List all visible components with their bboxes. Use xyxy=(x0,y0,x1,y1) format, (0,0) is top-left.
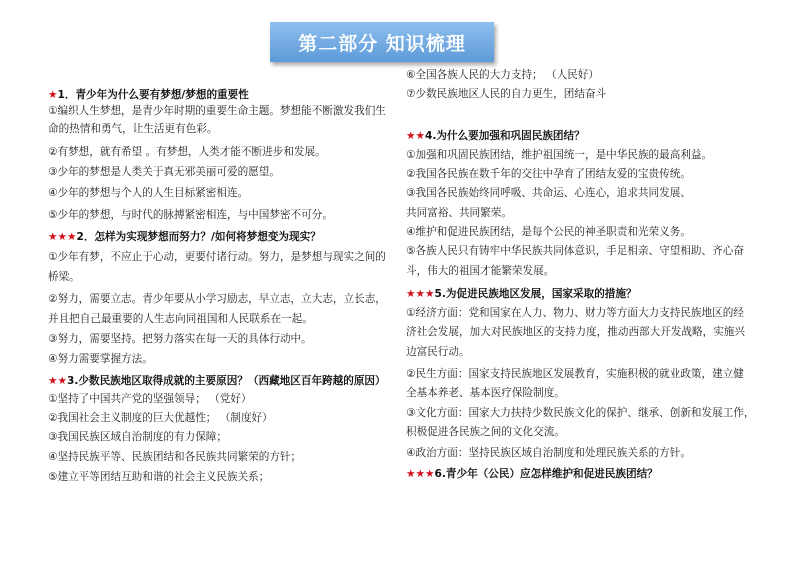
line-text: ①少年有梦，不应止于心动，更要付诸行动。努力，是梦想与现实之间的 xyxy=(48,251,386,263)
question-heading xyxy=(406,287,637,301)
importance-stars: ★★ xyxy=(48,375,67,387)
line-text: ⑦少数民族地区人民的自力更生，团结奋斗 xyxy=(406,88,607,100)
line-text: ①编织人生梦想，是青少年时期的重要生命主题。梦想能不断激发我们生 xyxy=(48,105,386,117)
text-line xyxy=(406,425,565,439)
line-text: ④维护和促进民族团结，是每个公民的神圣职责和光荣义务。 xyxy=(406,226,691,238)
line-text: ②我国社会主义制度的巨大优越性； （制度好） xyxy=(48,412,273,424)
question-heading xyxy=(406,129,585,143)
section-title-banner xyxy=(270,22,494,62)
text-line xyxy=(48,104,386,118)
line-text: ②我国各民族在数千年的交往中孕育了团结友爱的宝贵传统。 xyxy=(406,168,691,180)
text-line xyxy=(48,450,301,464)
text-line xyxy=(406,68,599,82)
text-line xyxy=(406,386,565,400)
line-text: ③少年的梦想是人类关于真无邪美丽可爱的愿望。 xyxy=(48,166,280,178)
text-line xyxy=(406,306,744,320)
line-text: 斗，伟大的祖国才能繁荣发展。 xyxy=(406,265,555,277)
line-text: ③我国各民族始终同呼吸、共命运、心连心，追求共同发展、 xyxy=(406,187,691,199)
line-text: ⑥全国各族人民的大力支持； （人民好） xyxy=(406,69,599,81)
importance-stars: ★★★ xyxy=(406,288,435,300)
text-line xyxy=(48,411,273,425)
text-line xyxy=(406,367,744,381)
text-line xyxy=(48,270,80,284)
text-line xyxy=(48,312,313,326)
question-text: 5.为促进民族地区发展，国家采取的措施？ xyxy=(434,288,637,300)
line-text: ④坚持民族平等、民族团结和各民族共同繁荣的方针； xyxy=(48,451,302,463)
text-line xyxy=(48,145,326,159)
text-line xyxy=(406,264,554,278)
question-text: 1．青少年为什么要有梦想/梦想的重要性 xyxy=(57,89,249,101)
text-line xyxy=(48,430,227,444)
line-text: ④努力需要掌握方法。 xyxy=(48,353,153,365)
text-line xyxy=(406,225,691,239)
question-text: 3.少数民族地区取得成就的主要原因？（西藏地区百年跨越的原因） xyxy=(67,375,386,387)
line-text: 命的热情和勇气，让生活更有色彩。 xyxy=(48,123,218,135)
text-line xyxy=(48,250,386,264)
text-line xyxy=(48,332,312,346)
line-text: 并且把自己最重要的人生志向同祖国和人民联系在一起。 xyxy=(48,313,313,325)
line-text: ③我国民族区域自治制度的有力保障； xyxy=(48,431,227,443)
line-text: 全基本养老、基本医疗保险制度。 xyxy=(406,387,565,399)
text-line xyxy=(48,186,248,200)
question-text: 2．怎样为实现梦想而努力？/如何将梦想变为现实？ xyxy=(76,231,321,243)
importance-stars: ★★★ xyxy=(406,468,435,480)
line-text: ③文化方面：国家大力扶持少数民族文化的保护、继承、创新和发展工作， xyxy=(406,407,755,419)
line-text: 边富民行动。 xyxy=(406,346,470,358)
text-line xyxy=(48,292,386,306)
line-text: ②有梦想，就有希望 。有梦想，人类才能不断进步和发展。 xyxy=(48,146,326,158)
line-text: ⑤建立平等团结互助和谐的社会主义民族关系； xyxy=(48,471,270,483)
text-line xyxy=(48,122,218,136)
line-text: ④政治方面：坚持民族区域自治制度和处理民族关系的方针。 xyxy=(406,447,691,459)
line-text: ①坚持了中国共产党的坚强领导； （党好） xyxy=(48,393,252,405)
line-text: 桥梁。 xyxy=(48,271,80,283)
text-line xyxy=(406,167,691,181)
page-title: 第二部分 知识梳理 xyxy=(298,32,466,55)
question-heading xyxy=(48,230,321,244)
text-line xyxy=(406,186,691,200)
question-text: 4.为什么要加强和巩固民族团结？ xyxy=(425,130,585,142)
text-line xyxy=(406,446,691,460)
line-text: 共同富裕、共同繁荣。 xyxy=(406,207,512,219)
importance-stars: ★★★ xyxy=(48,231,77,243)
text-line xyxy=(406,87,606,101)
line-text: ③努力，需要坚持。把努力落实在每一天的具体行动中。 xyxy=(48,333,312,345)
text-line xyxy=(48,392,252,406)
line-text: 积极促进各民族之间的文化交流。 xyxy=(406,426,565,438)
question-heading xyxy=(406,467,658,481)
line-text: ⑤各族人民只有铸牢中华民族共同体意识，手足相亲、守望相助、齐心奋 xyxy=(406,245,744,257)
text-line xyxy=(48,352,153,366)
question-text: 6.青少年（公民）应怎样维护和促进民族团结？ xyxy=(434,468,658,480)
text-line xyxy=(406,325,745,339)
text-line xyxy=(406,406,755,420)
text-line xyxy=(406,345,470,359)
text-line xyxy=(406,206,512,220)
importance-stars: ★ xyxy=(48,89,58,101)
question-heading xyxy=(48,374,386,388)
text-line xyxy=(406,244,744,258)
line-text: ②民生方面：国家支持民族地区发展教育，实施积极的就业政策，建立健 xyxy=(406,368,744,380)
text-line xyxy=(406,148,712,162)
line-text: ④少年的梦想与个人的人生目标紧密相连。 xyxy=(48,187,249,199)
line-text: ①经济方面：党和国家在人力、物力、财力等方面大力支持民族地区的经 xyxy=(406,307,744,319)
importance-stars: ★★ xyxy=(406,130,425,142)
question-heading xyxy=(48,88,249,102)
line-text: ②努力，需要立志。青少年要从小学习励志，早立志，立大志，立长志， xyxy=(48,293,386,305)
text-line xyxy=(48,208,333,222)
text-line xyxy=(48,165,280,179)
line-text: ⑤少年的梦想，与时代的脉搏紧密相连，与中国梦密不可分。 xyxy=(48,209,333,221)
text-line xyxy=(48,470,269,484)
line-text: ①加强和巩固民族团结，维护祖国统一，是中华民族的最高利益。 xyxy=(406,149,713,161)
line-text: 济社会发展，加大对民族地区的支持力度，推动西部大开发战略，实施兴 xyxy=(406,326,745,338)
